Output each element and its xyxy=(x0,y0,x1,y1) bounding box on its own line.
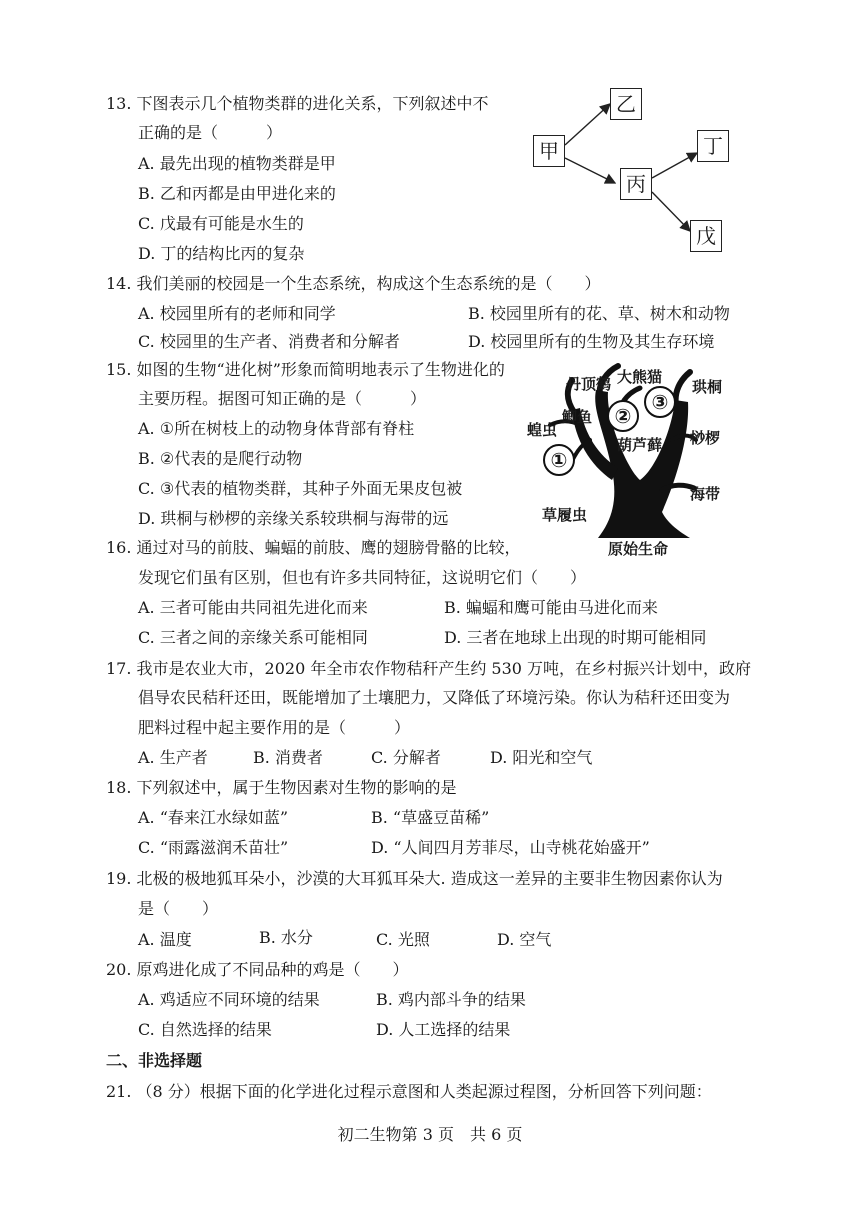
tree-label-jiyu: 鲫鱼 xyxy=(562,408,593,426)
q16-stem-line1: 16. 通过对马的前肢、蝙蝠的前肢、鹰的翅膀骨骼的比较， xyxy=(106,538,521,557)
node-ding: 丁 xyxy=(697,130,729,162)
q13-option-c: C. 戊最有可能是水生的 xyxy=(138,214,304,233)
q20-option-a: A. 鸡适应不同环境的结果 xyxy=(138,990,320,1009)
node-bing: 丙 xyxy=(620,168,652,200)
q19-option-b: B. 水分 xyxy=(259,928,313,947)
q19-option-c: C. 光照 xyxy=(376,930,430,949)
tree-label-da-xiongmao: 大熊猫 xyxy=(617,368,663,386)
q13-option-b: B. 乙和丙都是由甲进化来的 xyxy=(138,184,336,203)
q15-option-d: D. 珙桐与桫椤的亲缘关系较珙桐与海带的远 xyxy=(138,509,449,528)
q18-option-a: A. “春来江水绿如蓝” xyxy=(138,808,289,827)
q20-stem: 20. 原鸡进化成了不同品种的鸡是（ ） xyxy=(106,960,409,979)
tree-marker-2: ② xyxy=(607,400,639,432)
q19-option-d: D. 空气 xyxy=(497,930,552,949)
q15-stem-line2: 主要历程。据图可知正确的是（ ） xyxy=(138,389,427,408)
section-title: 二、非选择题 xyxy=(106,1051,203,1070)
q16-option-b: B. 蝙蝠和鹰可能由马进化而来 xyxy=(444,598,658,617)
tree-label-danding-he: 丹顶鹤 xyxy=(566,375,612,393)
tree-label-haidai: 海带 xyxy=(690,485,721,503)
q16-option-a: A. 三者可能由共同祖先进化而来 xyxy=(138,598,368,617)
q13-stem-line2: 正确的是（ ） xyxy=(138,123,283,142)
q13-stem-line1: 13. 下图表示几个植物类群的进化关系，下列叙述中不 xyxy=(106,94,489,113)
q14-option-c: C. 校园里的生产者、消费者和分解者 xyxy=(138,332,400,351)
q14-option-a: A. 校园里所有的老师和同学 xyxy=(138,304,336,323)
q20-option-b: B. 鸡内部斗争的结果 xyxy=(376,990,526,1009)
q16-option-d: D. 三者在地球上出现的时期可能相同 xyxy=(444,628,707,647)
q17-stem-line1: 17. 我市是农业大市，2020 年全市农作物秸秆产生约 530 万吨，在乡村振兴计划中，政府 xyxy=(106,659,752,678)
page-footer: 初二生物第 3 页 共 6 页 xyxy=(337,1125,523,1144)
q14-option-b: B. 校园里所有的花、草、树木和动物 xyxy=(468,304,730,323)
q17-option-a: A. 生产者 xyxy=(138,748,208,767)
q19-stem-line2: 是（ ） xyxy=(138,899,219,918)
q17-stem-line2: 倡导农民秸秆还田，既能增加了土壤肥力，又降低了环境污染。你认为秸秆还田变为 xyxy=(138,688,731,707)
q17-option-b: B. 消费者 xyxy=(253,748,323,767)
q21-stem: 21. （8 分）根据下面的化学进化过程示意图和人类起源过程图，分析回答下列问题： xyxy=(106,1082,712,1101)
q18-option-d: D. “人间四月芳菲尽，山寺桃花始盛开” xyxy=(371,838,650,857)
q17-option-c: C. 分解者 xyxy=(371,748,441,767)
q15-option-c: C. ③代表的植物类群，其种子外面无果皮包被 xyxy=(138,479,463,498)
q17-stem-line3: 肥料过程中起主要作用的是（ ） xyxy=(138,718,411,737)
q18-option-c: C. “雨露滋润禾苗壮” xyxy=(138,838,289,857)
tree-label-caolv-chong: 草履虫 xyxy=(542,506,588,524)
q13-option-d: D. 丁的结构比丙的复杂 xyxy=(138,244,305,263)
q17-option-d: D. 阳光和空气 xyxy=(490,748,593,767)
q15-option-b: B. ②代表的是爬行动物 xyxy=(138,449,303,468)
q18-stem: 18. 下列叙述中，属于生物因素对生物的影响的是 xyxy=(106,778,457,797)
q20-option-c: C. 自然选择的结果 xyxy=(138,1020,272,1039)
q19-stem-line1: 19. 北极的极地狐耳朵小，沙漠的大耳狐耳朵大. 造成这一差异的主要非生物因素你认为 xyxy=(106,869,723,888)
tree-label-suoluo: 桫椤 xyxy=(690,429,721,447)
q18-option-b: B. “草盛豆苗稀” xyxy=(371,808,490,827)
tree-label-hulu-xian: 葫芦藓 xyxy=(617,436,663,454)
tree-label-yuanshi-shengming: 原始生命 xyxy=(608,540,669,558)
q15-option-a: A. ①所在树枝上的动物身体背部有脊柱 xyxy=(138,419,415,438)
tree-marker-1: ① xyxy=(543,444,575,476)
q16-option-c: C. 三者之间的亲缘关系可能相同 xyxy=(138,628,368,647)
tree-marker-3: ③ xyxy=(644,386,676,418)
tree-label-gongtong: 珙桐 xyxy=(692,378,723,396)
q13-option-a: A. 最先出现的植物类群是甲 xyxy=(138,154,336,173)
q15-stem-line1: 15. 如图的生物“进化树”形象而简明地表示了生物进化的 xyxy=(106,360,505,379)
node-wu: 戊 xyxy=(690,220,722,252)
q20-option-d: D. 人工选择的结果 xyxy=(376,1020,511,1039)
q16-stem-line2: 发现它们虽有区别，但也有许多共同特征，这说明它们（ ） xyxy=(138,568,587,587)
node-yi: 乙 xyxy=(610,88,642,120)
q19-option-a: A. 温度 xyxy=(138,930,192,949)
q14-option-d: D. 校园里所有的生物及其生存环境 xyxy=(468,332,715,351)
tree-label-huangchong: 蝗虫 xyxy=(527,421,558,439)
q14-stem: 14. 我们美丽的校园是一个生态系统，构成这个生态系统的是（ ） xyxy=(106,274,601,293)
node-jia: 甲 xyxy=(533,135,565,167)
